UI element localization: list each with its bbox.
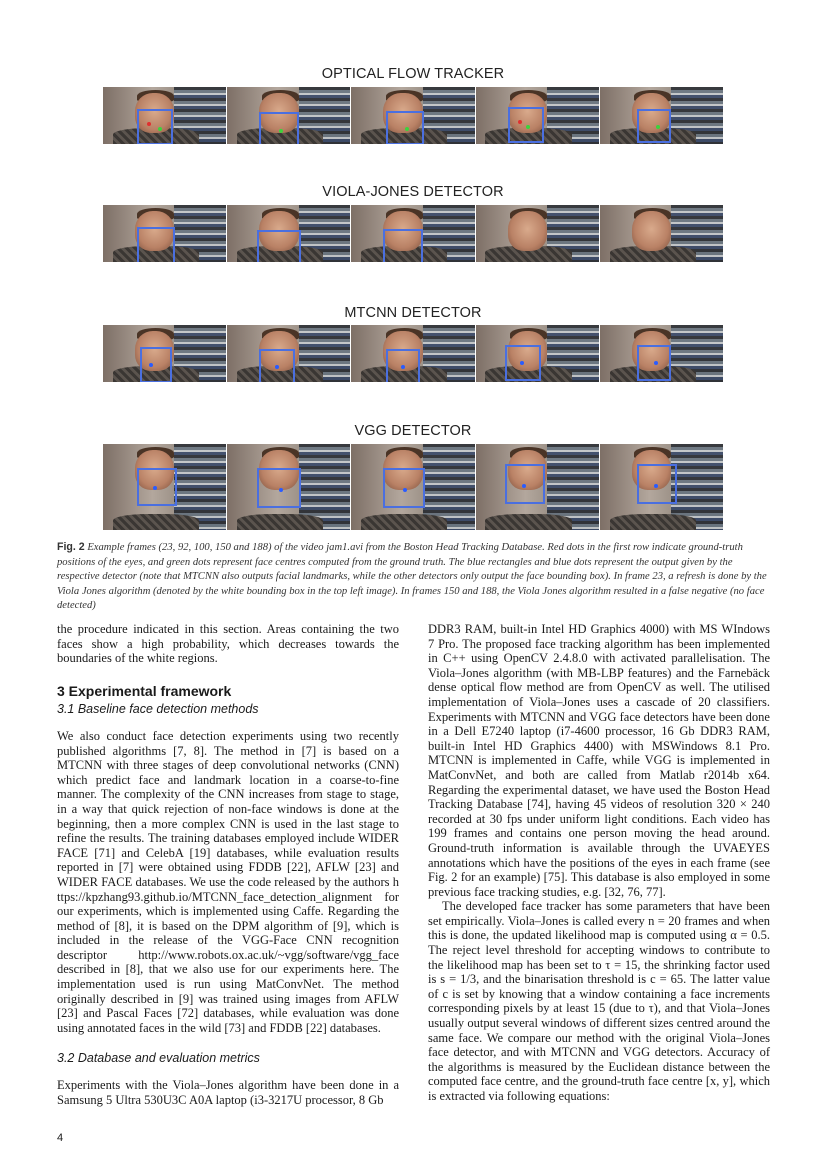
right-column — [428, 622, 770, 1104]
face-box — [137, 468, 177, 506]
frame-92 — [227, 87, 350, 144]
paragraph-parameters: The developed face tracker has some parameters that have been set empirically. Viola–Jones is called every n = 20 frames and when this is done, the updated likelihood map is computed using α = 0.5. The reject level threshold for accepting windows to contribute to the likelihood map has been set to τ = 15, the shrinking factor used is s = 1/3, and the binarisation threshold is c = 65. The latter value of c is set by knowing that a window containing a face increments corresponding pixels by at least 15 (due to τ), and that Viola–Jones usually output several windows of different sizes centred around the same face. We compare our method with the original Viola–Jones face detector, and with MTCNN and VGG detectors. Accuracy of the algorithms is measured by the Euclidean distance between the computed face centre, and the ground-truth face centre [x, y], which is extracted via following equations: — [428, 899, 770, 1103]
frame-188 — [600, 325, 723, 382]
left-column — [57, 622, 399, 1107]
landmark-dot — [654, 361, 658, 365]
eye-dot — [518, 120, 522, 124]
frame-150 — [476, 87, 599, 144]
frame-92 — [227, 205, 350, 262]
paragraph-baseline-methods-cont: for our experiments, which is implemented using Caffe. Regarding the method of [8], it is based on the DPM algorithm of [9], which is included in the release of the VGG-Face CNN recognition descriptor http://www.robots.ox.ac.uk/~vgg/software/vgg_face described in [8], that we also use for our experiments here. The implementation used is run using MatConvNet. The method originally described in [9] was trained using images from AFLW [23] and Pascal Faces [72] databases, while evaluation was done using annotated faces in the wild [73] and FDDB [22] databases. — [57, 889, 399, 1035]
centre-dot — [526, 125, 530, 129]
row-title-optical-flow: OPTICAL FLOW TRACKER — [321, 66, 505, 82]
face-box — [137, 109, 173, 144]
paragraph-hardware: DDR3 RAM, built-in Intel HD Graphics 4000) with MS WIndows 7 Pro. The proposed face tracking algorithm has been implemented in C++ using OpenCV 2.4.8.0 with activated parallelisation. The Viola–Jones algorithm (with MB-LBP features) and the Farnebäck dense optical flow method are from OpenCV as well. The utilised implementation of Viola–Jones uses a cascade of 20 classifiers. Experiments with MTCNN and VGG face detectors have been done in a Dell E7240 laptop (i7-4600 processor, 16 Gb DDR3 RAM, built-in Intel HD Graphics 4400) with MSWindows 8.1 Pro. MTCNN is implemented in Caffe, while VGG is implemented in MatConvNet, and both are called from Matlab r2014b x64. Regarding the experimental dataset, we have used the Boston Head Tracking Database [74], having 45 videos of resolution 320 × 240 recorded at 30 fps under uniform light conditions. Each video has 199 frames and contains one person moving the head around. Ground-truth information is available through the UVAEYES annotations which have the positions of the eyes in each frame (see Fig. 2 for an example) [75]. This database is also employed in some previous face tracking studies, e.g. [32, 76, 77]. — [428, 622, 770, 899]
face-box — [637, 109, 671, 143]
frame-188 — [600, 87, 723, 144]
subsection-heading-3-1: 3.1 Baseline face detection methods — [57, 702, 259, 717]
frame-23 — [103, 205, 226, 262]
frame-strip-vgg — [103, 444, 723, 530]
paragraph-baseline-methods: We also conduct face detection experiments using two recently published algorithms [7, 8]. The method in [7] is based on a MTCNN with three stages of deep convolutional networks (CNN) which predict face and landmark location in a coarse-to-fine manner. The complexity of the CNN increases from stage to stage, in a way that quick rejection of non-face windows is done at the beginning, then a more complex CNN is used in the last stage to refine the results. The training databases employed include WIDER FACE [71] and CelebA [19] databases, while evaluation results reported in [7] were obtained using FDDB [22], AFLW [23] and WIDER FACE databases. We use the code released by the authors — [57, 728, 399, 889]
frame-23 — [103, 325, 226, 382]
frame-92 — [227, 325, 350, 382]
centre-dot — [158, 127, 162, 131]
frame-23 — [103, 444, 226, 530]
row-title-viola-jones: VIOLA-JONES DETECTOR — [322, 184, 504, 200]
face-box — [137, 227, 175, 262]
frame-strip-viola-jones — [103, 205, 723, 262]
face-box — [259, 112, 299, 144]
paragraph-intro: the procedure indicated in this section. Areas containing the two faces show a high probability, which decreases towards the boundaries of the white regions. — [57, 622, 399, 666]
frame-188 — [600, 444, 723, 530]
frame-188 — [600, 205, 723, 262]
frame-150 — [476, 444, 599, 530]
frame-strip-mtcnn — [103, 325, 723, 382]
centre-dot — [522, 484, 526, 488]
frame-23 — [103, 87, 226, 144]
centre-dot — [153, 486, 157, 490]
frame-150 — [476, 325, 599, 382]
section-heading: 3 Experimental framework — [57, 682, 232, 699]
eye-dot — [147, 122, 151, 126]
caption-text: Example frames (23, 92, 100, 150 and 188) of the video jam1.avi from the Boston Head Tracking Database. Red dots in the first row indicate ground-truth positions of the eyes, and green dots represent face centres computed from the ground truth. The blue rectangles and blue dots represent the output given by the respective detector (note that MTCNN also outputs facial landmarks, while the other detectors only output the face bounding box). In frame 23, a refresh is done by the Viola Jones algorithm (denoted by the white bounding box in the top left image). In frames 150 and 188, the Viola Jones algorithm resulted in a false negative (no face detected) — [57, 542, 767, 612]
frame-150 — [476, 205, 599, 262]
caption-label: Fig. 2 — [57, 541, 85, 553]
row-title-mtcnn: MTCNN DETECTOR — [344, 305, 482, 321]
row-title-vgg: VGG DETECTOR — [354, 423, 472, 439]
centre-dot — [654, 484, 658, 488]
frame-100 — [351, 205, 474, 262]
frame-92 — [227, 444, 350, 530]
frame-100 — [351, 325, 474, 382]
paragraph-database: Experiments with the Viola–Jones algorithm have been done in a Samsung 5 Ultra 530U3C A0A laptop (i3-3217U processor, 8 Gb — [57, 1078, 399, 1107]
centre-dot — [656, 125, 660, 129]
mtcnn-url: https://kpzhang93.github.io/MTCNN_face_detection_alignment — [57, 874, 399, 904]
landmark-dot — [520, 361, 524, 365]
landmark-dot — [149, 363, 153, 367]
frame-100 — [351, 444, 474, 530]
face-box — [383, 229, 423, 262]
figure-caption — [57, 540, 770, 614]
page-number: 4 — [57, 1132, 64, 1144]
frame-100 — [351, 87, 474, 144]
face-box — [257, 230, 301, 262]
face-box — [140, 347, 172, 382]
subsection-heading-3-2: 3.2 Database and evaluation metrics — [57, 1051, 260, 1066]
frame-strip-optical-flow — [103, 87, 723, 144]
